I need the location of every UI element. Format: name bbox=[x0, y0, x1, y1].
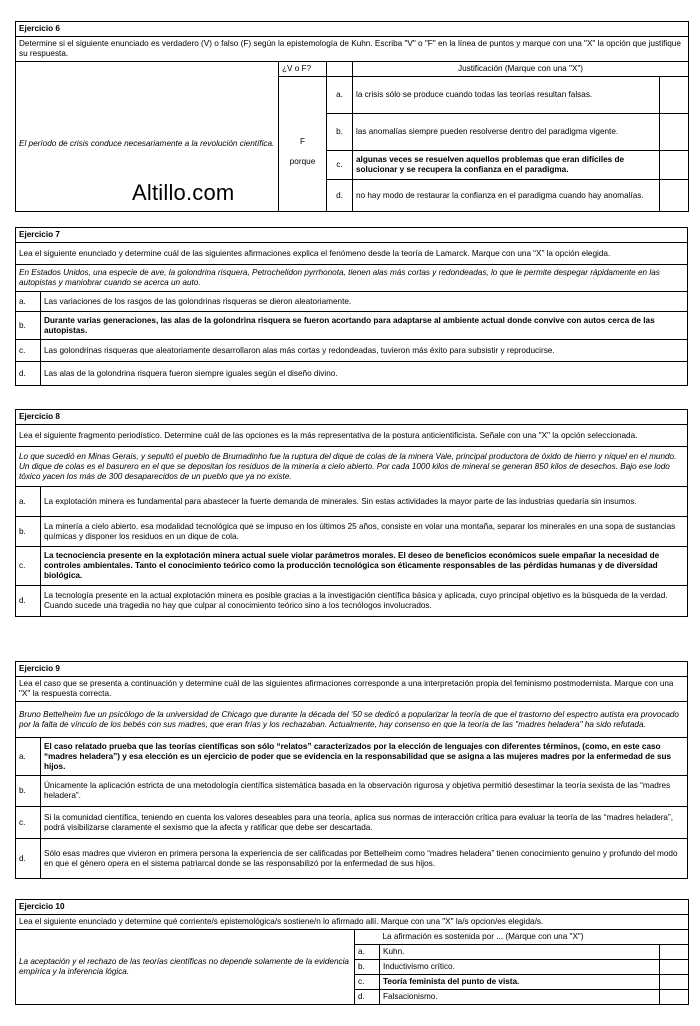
option-letter: d. bbox=[16, 839, 41, 879]
exercise-9 bbox=[15, 661, 688, 879]
option-letter: b. bbox=[355, 960, 380, 975]
option-text[interactable]: La tecnociencia presente en la explotación minera actual suele violar parámetros morales. El deseo de beneficios económicos suele empañar la necesidad de controles ambientales. Tanto el conocimiento teórico como la producción tecnológica son éticamente responsables de las pérdidas humanas y de diversidad biológica. bbox=[41, 547, 688, 586]
exercise-6-instruction: Determine si el siguiente enunciado es verdadero (V) o falso (F) según la epistemología de Kuhn. Escriba "V" o "F" en la línea de puntos y marque con una "X" la opción que justifique su respuesta. bbox=[16, 37, 689, 62]
vf-column-header: ¿V o F? bbox=[279, 62, 327, 77]
exercise-9-instruction: Lea el caso que se presenta a continuación y determine cuál de las siguientes afirmaciones corresponde a una interpretación propia del feminismo postmodernista. Marque con una "X" la respuesta correcta. bbox=[16, 677, 688, 702]
exercise-10-statement: La aceptación y el rechazo de las teorías científicas no depende solamente de la evidencia empírica y la inferencia lógica. bbox=[16, 930, 355, 1005]
exercise-8-statement: Lo que sucedió en Minas Gerais, y sepultó el pueblo de Brumadinho fue la ruptura del dique de colas de la minera Vale, principal productora de óxido de hierro y níquel en el mundo. Un dique de colas es el basurero en el que se depositan los residuos de la minería a cielo abierto. Por cada 1000 kilos de mineral se generan 850 kilos de desechos. Bajo ese lodo tóxico yacen los más de 300 desaparecidos de un pueblo que ya no existe. bbox=[16, 447, 688, 487]
option-text[interactable]: La minería a cielo abierto. esa modalidad tecnológica que se impuso en los últimos 25 años, consiste en volar una montaña, separar los minerales en una sopa de sustancias químicas y disponer los residuos en un dique de cola. bbox=[41, 517, 688, 547]
option-text: Teoría feminista del punto de vista. bbox=[380, 975, 660, 990]
option-letter: b. bbox=[16, 776, 41, 807]
exercise-7-instruction: Lea el siguiente enunciado y determine cuál de las siguientes afirmaciones explica el fenómeno desde la teoría de Lamarck. Marque con una “X” la opción elegida. bbox=[16, 243, 688, 265]
exercise-7-title: Ejercicio 7 bbox=[16, 228, 688, 243]
porque-label: porque bbox=[279, 151, 327, 212]
altillo-logo: Altillo.com bbox=[132, 180, 235, 205]
option-letter: a. bbox=[16, 738, 41, 776]
justification-column-header: Justificación (Marque con una "X") bbox=[353, 62, 689, 77]
option-letter: d. bbox=[327, 180, 353, 212]
option-mark-box[interactable] bbox=[660, 945, 689, 960]
option-text[interactable]: Las alas de la golondrina risquera fueron siempre iguales según el diseño divino. bbox=[41, 362, 688, 386]
letter-column-header bbox=[327, 62, 353, 77]
option-text: Kuhn. bbox=[380, 945, 660, 960]
exercise-9-title: Ejercicio 9 bbox=[16, 662, 688, 677]
option-letter: d. bbox=[16, 586, 41, 617]
option-text: las anomalías siempre pueden resolverse dentro del paradigma vigente. bbox=[353, 114, 660, 151]
option-letter: b. bbox=[16, 517, 41, 547]
exercise-8 bbox=[15, 409, 688, 617]
option-mark-box[interactable] bbox=[660, 960, 689, 975]
option-letter: c. bbox=[16, 807, 41, 839]
exercise-10-title: Ejercicio 10 bbox=[16, 900, 689, 915]
option-letter: a. bbox=[327, 77, 353, 114]
exercise-9-statement: Bruno Bettelheim fue un psicólogo de la universidad de Chicago que durante la década del ‘50 se dedicó a popularizar la teoría de que el trastorno del espectro autista era provocado por la falta de vínculo de los bebés con sus madres, que eran frías y los rechazaban. Actualmente, hay consenso en que la teoría de las "madres heladera" ha sido refutada. bbox=[16, 702, 688, 738]
letter-column-header bbox=[355, 930, 380, 945]
option-text[interactable]: La explotación minera es fundamental para abastecer la fuerte demanda de minerales. Sin estas actividades la mayor parte de las industrias quedaría sin insumos. bbox=[41, 487, 688, 517]
option-mark-box[interactable] bbox=[660, 151, 689, 180]
option-text: la crisis sólo se produce cuando todas las teorías resultan falsas. bbox=[353, 77, 660, 114]
vf-answer[interactable]: F bbox=[279, 77, 327, 151]
option-letter: c. bbox=[16, 340, 41, 362]
option-text[interactable]: Sólo esas madres que vivieron en primera persona la experiencia de ser calificadas por Bettelheim como “madres heladera” tienen conocimiento genuino y profundo del modo en que el género opera en el sistema patriarcal donde se las responsabilizó por la enfermedad de sus hijos. bbox=[41, 839, 688, 879]
option-letter: b. bbox=[327, 114, 353, 151]
option-letter: a. bbox=[355, 945, 380, 960]
option-mark-box[interactable] bbox=[660, 990, 689, 1005]
exercise-8-instruction: Lea el siguiente fragmento periodístico. Determine cuál de las opciones es la más representativa de la postura anticientificista. Señale con una "X" la opción seleccionada. bbox=[16, 425, 688, 447]
option-letter: c. bbox=[355, 975, 380, 990]
exercise-6-title: Ejercicio 6 bbox=[16, 22, 689, 37]
option-letter: b. bbox=[16, 312, 41, 340]
option-text[interactable]: Las golondrinas risqueras que aleatoriamente desarrollaron alas más cortas y redondeadas, tuvieron más éxito para subsistir y reproducirse. bbox=[41, 340, 688, 362]
exercise-6-statement: El período de crisis conduce necesariamente a la revolución científica. bbox=[16, 77, 279, 212]
option-text: no hay modo de restaurar la confianza en el paradigma cuando hay anomalías. bbox=[353, 180, 660, 212]
option-text[interactable]: La tecnología presente en la actual explotación minera es posible gracias a la investigación científica básica y aplicada, cuyo principal objetivo es la búsqueda de la verdad. Cuando sucede una tragedia no hay que culpar al conocimiento teórico sino a los tecnólogos involucrados. bbox=[41, 586, 688, 617]
exercise-10-instruction: Lea el siguiente enunciado y determine qué corriente/s epistemológica/s sostiene/n lo afirmado allí. Marque con una "X" la/s opcion/es elegida/s. bbox=[16, 915, 689, 930]
option-letter: c. bbox=[327, 151, 353, 180]
exercise-6-blank bbox=[16, 62, 279, 77]
option-letter: a. bbox=[16, 292, 41, 312]
option-letter: d. bbox=[355, 990, 380, 1005]
option-text[interactable]: Durante varias generaciones, las alas de la golondrina risquera se fueron acortando para adaptarse al ambiente actual donde convive con autos cerca de las autopistas. bbox=[41, 312, 688, 340]
option-letter: d. bbox=[16, 362, 41, 386]
option-text[interactable]: Únicamente la aplicación estricta de una metodología científica sistemática basada en la observación rigurosa y objetiva permitió desestimar la teoría sexista de las “madres heladera”. bbox=[41, 776, 688, 807]
option-text: algunas veces se resuelven aquellos problemas que eran difíciles de solucionar y se recupera la confianza en el paradigma. bbox=[353, 151, 660, 180]
option-text[interactable]: Si la comunidad científica, teniendo en cuenta los valores deseables para una teoría, aplica sus normas de interacción crítica para evaluar la teoría de las “madres heladera”, podrá visibilizarse claramente el sexismo que la afecta y ratificar que debe ser descartada. bbox=[41, 807, 688, 839]
option-letter: c. bbox=[16, 547, 41, 586]
option-text[interactable]: El caso relatado prueba que las teorías científicas son sólo “relatos” caracterizados por la elección de lenguajes con diferentes términos, (como, en este caso “madres heladera”) y esa elección es un ejercicio de poder que se evidencia en la responsabilidad que se asigna a las mujeres madres por la enfermedad de sus hijos. bbox=[41, 738, 688, 776]
exercise-6 bbox=[15, 21, 689, 212]
exercise-10 bbox=[15, 899, 689, 1005]
option-mark-box[interactable] bbox=[660, 114, 689, 151]
support-column-header: La afirmación es sostenida por ... (Marque con una "X") bbox=[380, 930, 689, 945]
exercise-8-title: Ejercicio 8 bbox=[16, 410, 688, 425]
exercise-7 bbox=[15, 227, 688, 386]
option-letter: a. bbox=[16, 487, 41, 517]
exercise-7-statement: En Estados Unidos, una especie de ave, la golondrina risquera, Petrochelidon pyrrhonota, tienen alas más cortas y redondeadas, lo que le permite despegar rápidamente en las autopistas y maniobrar cuando se acerca un auto. bbox=[16, 265, 688, 292]
option-text[interactable]: Las variaciones de los rasgos de las golondrinas risqueras se dieron aleatoriamente. bbox=[41, 292, 688, 312]
option-mark-box[interactable] bbox=[660, 180, 689, 212]
option-mark-box[interactable] bbox=[660, 975, 689, 990]
option-text: Falsacionismo. bbox=[380, 990, 660, 1005]
option-text: Inductivismo crítico. bbox=[380, 960, 660, 975]
option-mark-box[interactable] bbox=[660, 77, 689, 114]
